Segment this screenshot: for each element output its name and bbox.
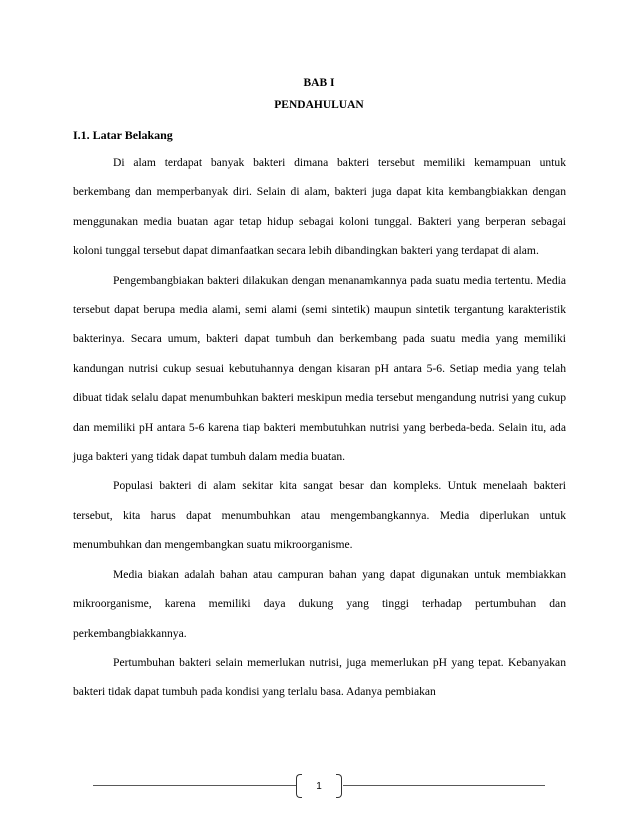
chapter-title: PENDAHULUAN (274, 99, 364, 111)
paragraph: Media biakan adalah bahan atau campuran bahan yang dapat digunakan untuk membiakkan mikroorganisme, karena memiliki daya dukung yang tinggi terhadap pertumbuhan dan perkembangbiakkannya. (73, 567, 566, 640)
paragraph: Pengembangbiakan bakteri dilakukan dengan menanamkannya pada suatu media tertentu. Media tersebut dapat berupa media alami, semi alami (semi sintetik) maupun sintetik tergantung karakteristik bakterinya. Secara umum, bakteri dapat tumbuh dan berkembang pada suatu media yang memiliki kandungan nutrisi cukup sesuai kebutuhannya dengan kisaran pH antara 5-6. Setiap media yang telah dibuat tidak selalu dapat menumbuhkan bakteri meskipun media tersebut mengandung nutrisi yang cukup dan memiliki pH antara 5-6 karena tiap bakteri membutuhkan nutrisi yang berbeda-beda. Selain itu, ada juga bakteri yang tidak dapat tumbuh dalam media buatan. (73, 273, 566, 464)
chapter-number: BAB I (303, 77, 335, 89)
section-heading: I.1. Latar Belakang (73, 128, 173, 142)
body-text (73, 148, 566, 707)
paragraph: Populasi bakteri di alam sekitar kita sangat besar dan kompleks. Untuk menelaah bakteri tersebut, kita harus dapat menumbuhkan atau mengembangkannya. Media diperlukan untuk menumbuhkan dan mengembangkan suatu mikroorganisme. (73, 479, 566, 552)
paragraph: Di alam terdapat banyak bakteri dimana bakteri tersebut memiliki kemampuan untuk berkembang dan memperbanyak diri. Selain di alam, bakteri juga dapat kita kembangbiakkan dengan menggunakan media buatan agar tetap hidup sebagai koloni tunggal. Bakteri yang berperan sebagai koloni tunggal tersebut dapat dimanfaatkan secara lebih dibandingkan bakteri yang terdapat di alam. (73, 156, 566, 258)
paragraph: Pertumbuhan bakteri selain memerlukan nutrisi, juga memerlukan pH yang tepat. Kebanyakan bakteri tidak dapat tumbuh pada kondisi yang terlalu basa. Adanya pembiakan (73, 655, 566, 699)
footer-rule-left (93, 785, 296, 786)
right-bracket-icon (336, 774, 342, 798)
footer-rule-right (343, 785, 545, 786)
page-number: 1 (316, 781, 322, 792)
